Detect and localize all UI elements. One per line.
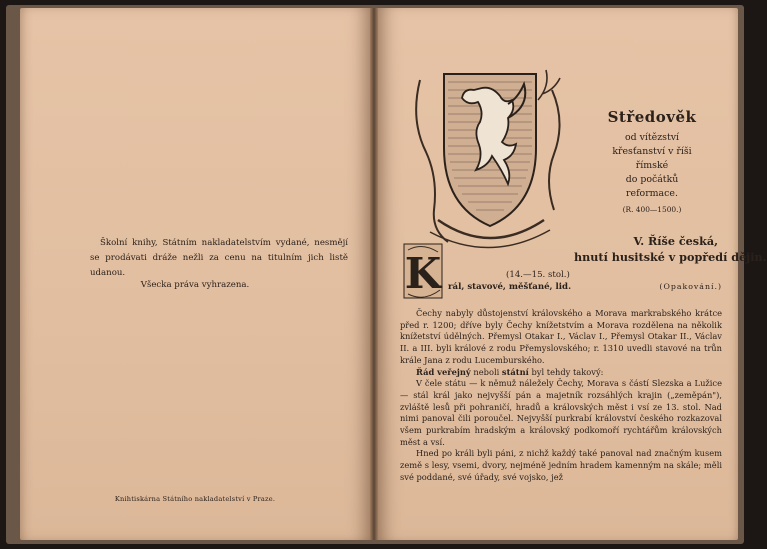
paragraph-2: Řád veřejný neboli státní byl tehdy takový: — [416, 366, 604, 377]
chapter-century: (14.—15. stol.) — [506, 270, 570, 280]
paragraph-4: Hned po králi byli páni, z nichž každý také panoval nad značným kusem země s lesy, vsemi, dvory, nejméně jedním hradem kamenným na skále; měli své poddané, své úřady, své vojsko, jež — [400, 448, 722, 482]
body-text — [400, 308, 722, 482]
chapter-heading — [574, 233, 767, 265]
section-heading — [582, 108, 722, 214]
book-gutter — [370, 8, 378, 540]
chapter-title-line2: hnutí husitské v popředí dějin. — [574, 250, 767, 264]
coat-of-arms-emblem — [404, 60, 574, 250]
rights-reserved: Všecka práva vyhrazena. — [140, 280, 250, 290]
paragraph-1: Čechy nabyly důstojenství královského a Morava markrabského krátce před r. 1200; dříve byly Čechy knížetstvím a Morava rozdělena na několik knížetství údělných. Přemysl Otakar I., Václav I., Přemysl Otakar II., Václav II. a III. byli králové z rodu Přemyslovského; r. 1310 uvedli stavové na trůn krále Jana z rodu Lucemburského. — [400, 308, 722, 365]
right-page — [378, 8, 767, 540]
chapter-subheading: rál, stavové, měšťané, lid. — [448, 282, 572, 292]
printer-imprint: Knihtiskárna Státního nakladatelství v Praze. — [114, 495, 276, 503]
open-book — [6, 5, 767, 544]
svg-text:K: K — [404, 249, 442, 298]
sales-notice: Školní knihy, Státním nakladatelstvím vydané, nesmějí se prodávati dráže nežli za cenu na titulním jich listě udanou. — [90, 238, 348, 278]
section-subtitle: od vítězství křesťanství v říši římské do počátků reformace. — [612, 132, 692, 199]
section-title: Středověk — [607, 108, 697, 126]
chapter-title-line1: V. Říše česká, — [633, 234, 718, 248]
section-dates: (R. 400—1500.) — [622, 205, 682, 214]
decorative-drop-cap — [402, 240, 444, 302]
paragraph-3: V čele státu — k němuž náležely Čechy, Morava s částí Slezska a Lužice — stál král jako nejvyšší pán a majetník rozsáhlých krajin („zeměpán"), zvláště lesů při pohraničí, hradů a královských měst i vsí ze 13. stol. Nad nimi panoval čili poroučel. Nejvyšší purkrabí království českého rozkazoval všem purkrabím hradským a královský podkomoří rychtářům královských měst a vsí. — [400, 378, 722, 447]
left-page — [20, 8, 370, 540]
review-label: (Opakování.) — [659, 282, 722, 291]
